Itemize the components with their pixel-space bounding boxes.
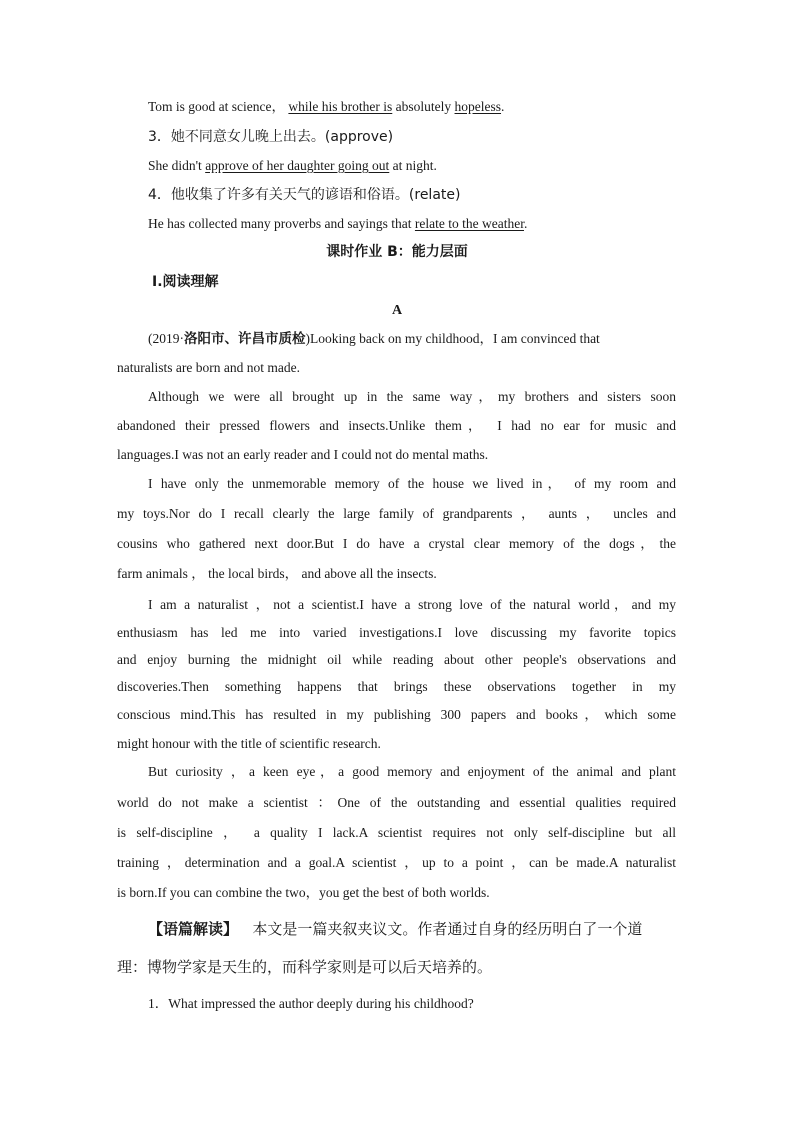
passage-p5-line4: training ，determination and a goal.A scientist ，up to a point ，can be made.A naturalist bbox=[117, 855, 676, 870]
question-1: 1．What impressed the author deeply during his childhood? bbox=[148, 996, 474, 1011]
passage-p5-line5: is born.If you can combine the two，you get the best of both worlds. bbox=[117, 885, 490, 900]
question-4-answer-line: He has collected many proverbs and sayings that relate to the weather. bbox=[148, 216, 528, 231]
passage-p5-line3: is self-discipline ， a quality I lack.A scientist requires not only self-discipline but all bbox=[117, 825, 676, 840]
passage-p3-line3: cousins who gathered next door.But I do have a crystal clear memory of the dogs，the bbox=[117, 536, 676, 551]
passage-p3-line2: my toys.Nor do I recall clearly the large family of grandparents ， aunts ， uncles and bbox=[117, 506, 676, 521]
passage-p1-line2: naturalists are born and not made. bbox=[117, 360, 300, 375]
subsection-title: Ⅰ.阅读理解 bbox=[152, 274, 219, 290]
answer-blank: while his brother is bbox=[288, 99, 393, 114]
analysis-line1: 【语篇解读】 本文是一篇夹叙夹议文。作者通过自身的经历明白了一个道 bbox=[148, 920, 643, 938]
question-3-prompt: 3．她不同意女儿晚上出去。(approve) bbox=[148, 129, 394, 145]
passage-p5-line1: But curiosity ，a keen eye，a good memory and enjoyment of the animal and plant bbox=[148, 764, 676, 779]
source-place: 洛阳市、许昌市质检 bbox=[184, 331, 306, 347]
analysis-line2: 理：博物学家是天生的，而科学家则是可以后天培养的。 bbox=[117, 958, 493, 976]
passage-p4-line6: might honour with the title of scientific research. bbox=[117, 736, 381, 751]
passage-p5-line2: world do not make a scientist ：One of the outstanding and essential qualities required bbox=[117, 795, 676, 810]
passage-p1-line1: (2019·洛阳市、许昌市质检)Looking back on my childhood，I am convinced that bbox=[148, 331, 600, 347]
passage-label: A bbox=[391, 303, 403, 318]
question-3-answer-line: She didn't approve of her daughter going out at night. bbox=[148, 158, 437, 173]
translation-answer-line-tom: Tom is good at science， while his brother is absolutely hopeless. bbox=[148, 99, 505, 114]
passage-p4-line5: conscious mind.This has resulted in my publishing 300 papers and books，which some bbox=[117, 707, 676, 722]
passage-p2-line2: abandoned their pressed flowers and insects.Unlike them， I had no ear for music and bbox=[117, 418, 676, 433]
passage-p3-line1: I have only the unmemorable memory of the house we lived in， of my room and bbox=[148, 476, 676, 491]
answer-blank: hopeless bbox=[454, 99, 502, 114]
answer-blank: relate to the weather bbox=[414, 216, 524, 231]
passage-p4-line1: I am a naturalist ，not a scientist.I have a strong love of the natural world，and my bbox=[148, 597, 676, 612]
answer-blank: approve of her daughter going out bbox=[205, 158, 390, 173]
passage-p2-line3: languages.I was not an early reader and I could not do mental maths. bbox=[117, 447, 489, 462]
question-4-prompt: 4．他收集了许多有关天气的谚语和俗语。(relate) bbox=[148, 187, 461, 203]
passage-p4-line3: and enjoy burning the midnight oil while reading about other people's observations and bbox=[117, 652, 676, 667]
passage-p2-line1: Although we were all brought up in the same way，my brothers and sisters soon bbox=[148, 389, 676, 404]
passage-p3-line4: farm animals ， the local birds， and above all the insects. bbox=[117, 566, 437, 581]
analysis-label: 【语篇解读】 bbox=[148, 920, 239, 938]
section-title: 课时作业 B：能力层面 bbox=[326, 244, 468, 260]
passage-p4-line4: discoveries.Then something happens that brings these observations together in my bbox=[117, 679, 676, 694]
passage-p4-line2: enthusiasm has led me into varied investigations.I love discussing my favorite topics bbox=[117, 625, 676, 640]
